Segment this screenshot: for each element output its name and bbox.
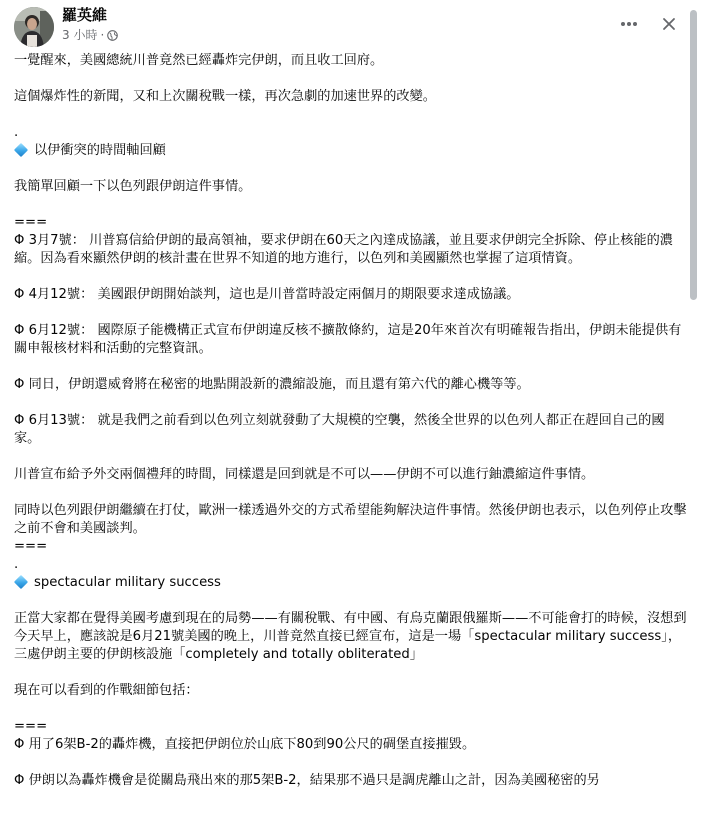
combat-detail-item: Φ 伊朗以為轟炸機會是從關島飛出來的那5架B-2，結果那不過只是調虎離山之計，因為美國秘密的另: [14, 773, 600, 788]
post-separator: ===: [14, 539, 48, 554]
post-paragraph: 一覺醒來，美國總統川普竟然已經轟炸完伊朗，而且收工回府。: [14, 53, 384, 68]
more-horizontal-icon: [620, 21, 638, 27]
post-paragraph: 同時以色列跟伊朗繼續在打仗，歐洲一樣透過外交的方式希望能夠解決這件事情。然後伊朗也表示，以色列停止攻擊之前不會和美國談判。: [14, 503, 687, 536]
post-paragraph: .: [14, 125, 19, 140]
post-paragraph: 現在可以看到的作戰細節包括：: [14, 683, 199, 698]
avatar-photo-icon: [14, 7, 54, 47]
post-separator: ===: [14, 719, 48, 734]
timeline-item: Φ 同日，伊朗還威脅將在秘密的地點開設新的濃縮設施，而且還有第六代的離心機等等。: [14, 377, 530, 392]
small-blue-diamond-icon: [14, 574, 28, 588]
combat-detail-item: Φ 用了6架B-2的轟炸機，直接把伊朗位於山底下80到90公尺的碉堡直接摧毀。: [14, 737, 476, 752]
timeline-item: Φ 6月13號： 就是我們之前看到以色列立刻就發動了大規模的空襲，然後全世界的以色列人都正在趕回自己的國家。: [14, 413, 665, 446]
post-paragraph: .: [14, 557, 19, 572]
hide-post-button[interactable]: [654, 9, 684, 39]
post-paragraph: 這個爆炸性的新聞，又和上次關稅戰一樣，再次急劇的加速世界的改變。: [14, 89, 436, 104]
timeline-item: Φ 4月12號： 美國跟伊朗開始談判，這也是川普當時設定兩個月的期限要求達成協議。: [14, 287, 520, 302]
globe-icon[interactable]: [107, 30, 118, 41]
post-body: [14, 52, 690, 808]
post-options-button[interactable]: [614, 9, 644, 39]
section-heading: [14, 574, 690, 592]
post-paragraph: 我簡單回顧一下以色列跟伊朗這件事情。: [14, 179, 252, 194]
post-paragraph: 川普宣布給予外交兩個禮拜的時間，同樣還是回到就是不可以——伊朗不可以進行鈾濃縮這件事情。: [14, 467, 595, 482]
meta-separator: ·: [100, 28, 105, 42]
small-blue-diamond-icon: [14, 142, 28, 156]
post-paragraph: 正當大家都在覺得美國考慮到現在的局勢——有關稅戰、有中國、有烏克蘭跟俄羅斯——不可能會打的時候，沒想到今天早上，應該說是6月21號美國的晚上，川普竟然直接已經宣布，這是一場「spectacular military success」，三處伊朗主要的伊朗核設施「completely and totally obliterated」: [14, 611, 687, 662]
section-heading-text: 以伊衝突的時間軸回顧: [34, 143, 166, 158]
author-avatar[interactable]: [14, 7, 54, 47]
post-separator: ===: [14, 215, 48, 230]
post-meta: [62, 27, 118, 43]
section-heading: [14, 142, 690, 160]
section-heading-text: spectacular military success: [34, 575, 221, 590]
post-header: [0, 0, 702, 48]
close-icon: [662, 17, 676, 31]
post-timestamp[interactable]: 3 小時: [62, 28, 98, 42]
author-name[interactable]: 羅英維: [62, 6, 108, 24]
timeline-item: Φ 3月7號： 川普寫信給伊朗的最高領袖，要求伊朗在60天之內達成協議，並且要求伊朗完全拆除、停止核能的濃縮。因為看來顯然伊朗的核計畫在世界不知道的地方進行，以色列和美國顯然也掌握了這項情資。: [14, 233, 673, 266]
scrollbar-thumb[interactable]: [690, 10, 697, 300]
timeline-item: Φ 6月12號： 國際原子能機構正式宣布伊朗違反核不擴散條約，這是20年來首次有明確報告指出，伊朗未能提供有關申報核材料和活動的完整資訊。: [14, 323, 682, 356]
